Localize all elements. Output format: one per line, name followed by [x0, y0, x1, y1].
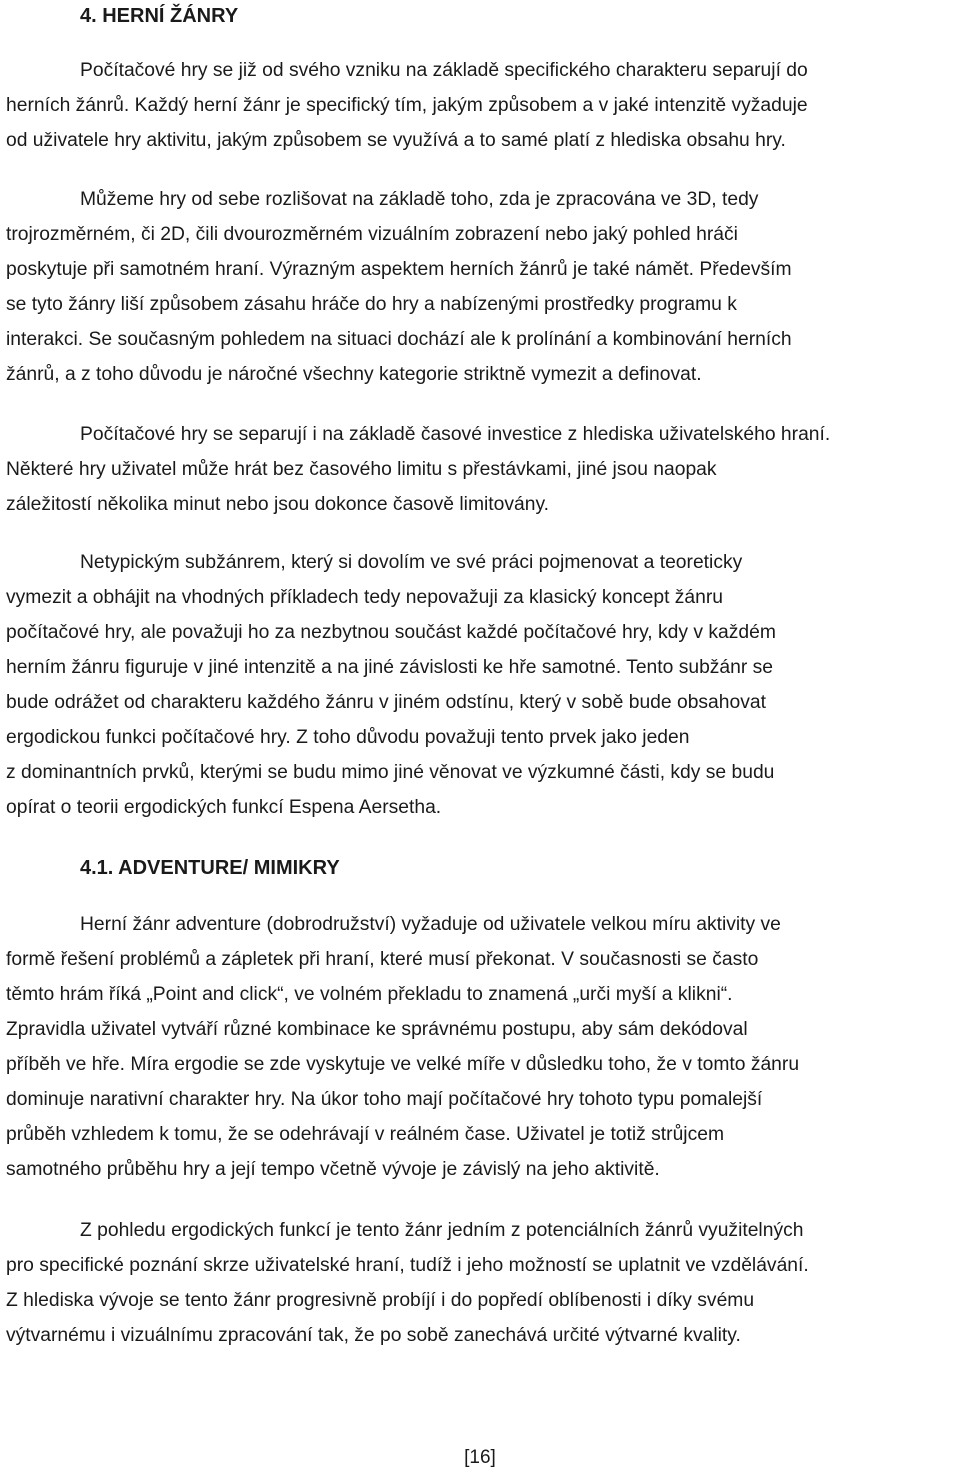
paragraph-dimensions: [6, 182, 954, 392]
paragraph-intro: [6, 53, 954, 158]
text-line: těmto hrám říká „Point and click“, ve volném překladu to znamená „urči myší a klikni“.: [6, 984, 733, 1005]
text-line: Z hlediska vývoje se tento žánr progresivně probíjí i do popředí oblíbenosti i díky svému: [6, 1290, 755, 1311]
text-line: poskytuje při samotném hraní. Výrazným aspektem herních žánrů je také námět. Především: [6, 259, 792, 280]
text-line: trojrozměrném, či 2D, čili dvourozměrném vizuálním zobrazení nebo jaký pohled hráči: [6, 224, 738, 245]
text-line: bude odrážet od charakteru každého žánru v jiném odstínu, který v sobě bude obsahovat: [6, 692, 766, 713]
text-line: herním žánru figuruje v jiné intenzitě a na jiné závislosti ke hře samotné. Tento subžánr se: [6, 657, 774, 678]
text-line: dominuje narativní charakter hry. Na úkor toho mají počítačové hry tohoto typu pomalejší: [6, 1089, 763, 1110]
text-line: vymezit a obhájit na vhodných příkladech tedy nepovažuji za klasický koncept žánru: [6, 587, 724, 608]
text-line: Můžeme hry od sebe rozlišovat na základě toho, zda je zpracována ve 3D, tedy: [80, 189, 759, 210]
page-number: [16]: [464, 1447, 496, 1468]
text-line: pro specifické poznání skrze uživatelské hraní, tudíž i jeho možností se uplatnit ve vzdělávání.: [6, 1255, 809, 1276]
text-line: průběh vzhledem k tomu, že se odehrávají v reálném čase. Uživatel je totiž strůjcem: [6, 1124, 725, 1145]
paragraph-adventure: [6, 907, 954, 1187]
paragraph-ergodic: [6, 1213, 954, 1353]
text-line: herních žánrů. Každý herní žánr je specifický tím, jakým způsobem a v jaké intenzitě vyžaduje: [6, 95, 808, 116]
subsection-heading: 4.1. ADVENTURE/ MIMIKRY: [80, 857, 340, 879]
text-line: Herní žánr adventure (dobrodružství) vyžaduje od uživatele velkou míru aktivity ve: [80, 914, 781, 935]
text-line: počítačové hry, ale považuji ho za nezbytnou součást každé počítačové hry, kdy v každém: [6, 622, 776, 643]
paragraph-subgenre: [6, 545, 954, 825]
text-line: interakci. Se současným pohledem na situaci dochází ale k prolínání a kombinování herních: [6, 329, 792, 350]
text-line: Zpravidla uživatel vytváří různé kombinace ke správnému postupu, aby sám dekódoval: [6, 1019, 748, 1040]
text-line: se tyto žánry liší způsobem zásahu hráče do hry a nabízenými prostředky programu k: [6, 294, 737, 315]
section-heading: 4. HERNÍ ŽÁNRY: [80, 5, 239, 27]
text-line: Z pohledu ergodických funkcí je tento žánr jedním z potenciálních žánrů využitelných: [80, 1220, 804, 1241]
text-line: opírat o teorii ergodických funkcí Espena Aersetha.: [6, 797, 442, 818]
text-line: Počítačové hry se již od svého vzniku na základě specifického charakteru separují do: [80, 60, 808, 81]
text-line: výtvarnému i vizuálnímu zpracování tak, že po sobě zanechává určité výtvarné kvality.: [6, 1325, 741, 1346]
text-line: ergodickou funkci počítačové hry. Z toho důvodu považuji tento prvek jako jeden: [6, 727, 690, 748]
text-line: Netypickým subžánrem, který si dovolím ve své práci pojmenovat a teoreticky: [80, 552, 743, 573]
text-line: formě řešení problémů a zápletek při hraní, které musí překonat. V současnosti se často: [6, 949, 759, 970]
text-line: příběh ve hře. Míra ergodie se zde vyskytuje ve velké míře v důsledku toho, že v tomto žánru: [6, 1054, 800, 1075]
text-line: Počítačové hry se separují i na základě časové investice z hlediska uživatelského hraní.: [80, 424, 831, 445]
text-line: Některé hry uživatel může hrát bez časového limitu s přestávkami, jiné jsou naopak: [6, 459, 717, 480]
text-line: samotného průběhu hry a její tempo včetně vývoje je závislý na jeho aktivitě.: [6, 1159, 660, 1180]
paragraph-time-investment: [6, 417, 954, 522]
text-line: záležitostí několika minut nebo jsou dokonce časově limitovány.: [6, 494, 550, 515]
text-line: z dominantních prvků, kterými se budu mimo jiné věnovat ve výzkumné části, kdy se budu: [6, 762, 775, 783]
text-line: od uživatele hry aktivitu, jakým způsobem se využívá a to samé platí z hlediska obsahu hry.: [6, 130, 786, 151]
text-line: žánrů, a z toho důvodu je náročné všechny kategorie striktně vymezit a definovat.: [6, 364, 702, 385]
